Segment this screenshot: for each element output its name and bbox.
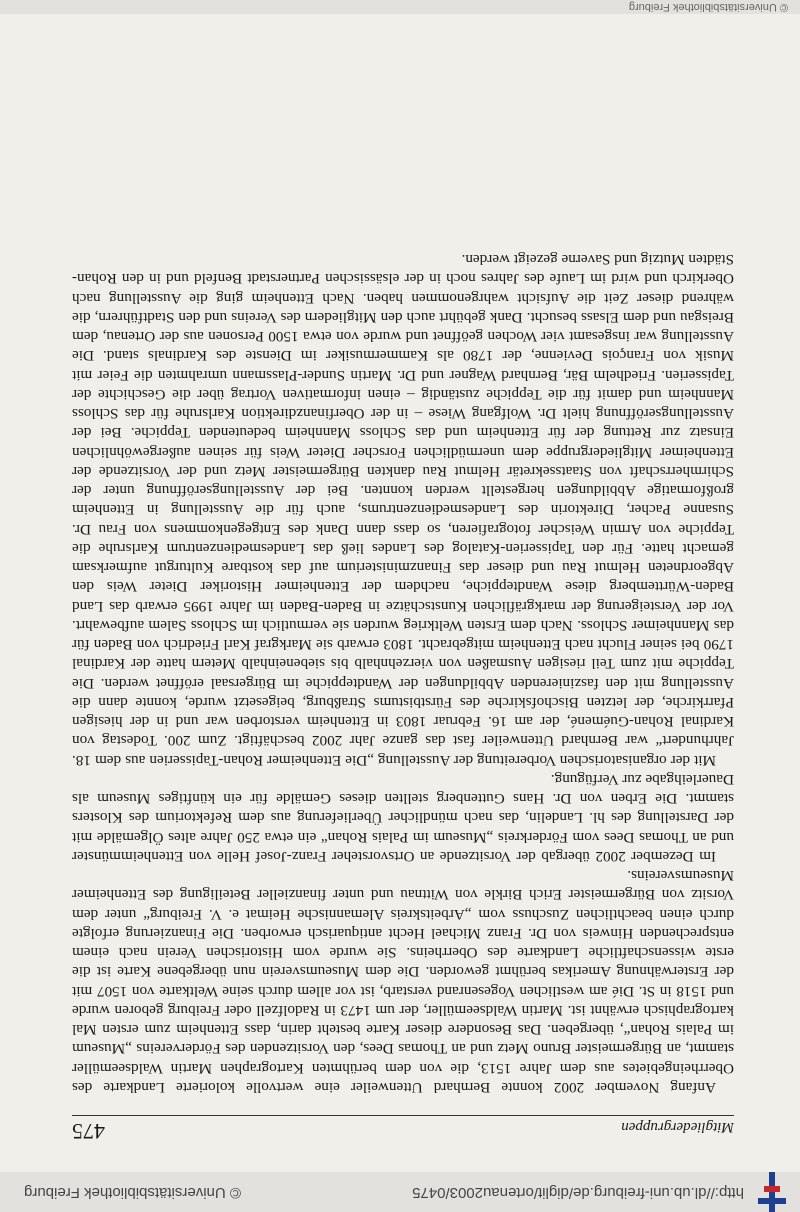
source-url[interactable]: http://dl.ub.uni-freiburg.de/diglit/ortenau2003/0475 xyxy=(412,1184,744,1201)
bottom-copyright: © Universitätsbibliothek Freiburg xyxy=(628,1,788,13)
body-text xyxy=(72,250,734,1097)
copyright-notice: © Universitätsbibliothek Freiburg xyxy=(24,1184,241,1201)
section-title: Mitgliedergruppen xyxy=(621,1119,734,1135)
running-header xyxy=(72,1115,734,1142)
viewer-bottom-bar xyxy=(0,0,800,14)
paragraph: Mit der organisatorischen Vorbereitung der Ausstellung „Die Ettenheimer Rohan-Tapisserien aus dem 18. Jahrhundert“ war Bernhard Uttenweiler fast das ganze Jahr 2002 beschäftigt. Zum 200. Todestag von Kardinal Rohan-Guémené, der am 16. Februar 1803 in Ettenheim verstorben war und in der hiesigen Pfarrkirche, der letzten Bischofskirche des Fürstbistums Straßburg, beigesetzt wurde, konnte dann die Ausstellung mit den faszinierenden Abbildungen der Wandteppiche im Bürgersaal eröffnet werden. Die Teppiche mit zum Teil riesigen Ausmaßen von vierzehnhalb bis siebeneinhalb Metern hatte der Kardinal 1790 bei seiner Flucht nach Ettenheim mitgebracht. 1803 erwarb sie Markgraf Karl Friedrich von Baden für das Mannheimer Schloss. Nach dem Ersten Weltkrieg wurden sie vermutlich im Schloss Salem aufbewahrt. Vor der Versteigerung der markgräflichen Kunstschätze in Baden-Baden im Jahre 1995 erwarb das Land Baden-Württemberg diese Wandteppiche, nachdem der Ettenheimer Historiker Dieter Weis den Abgeordneten Helmut Rau und dieser das Finanzministerium auf das kostbare Kulturgut aufmerksam gemacht hatte. Für den Tapisserien-Katalog des Landes ließ das Landesmedienzentrum Karlsruhe die Teppiche von Armin Weischer fotografieren, so dass dann Dank des Entgegenkommens von Frau Dr. Susanne Pacher, Direktorin des Landesmedienzentrums, auch für die Ausstellung in Ettenheim großformatige Abbildungen hergestellt werden konnten. Bei der Ausstellungseröffnung unter der Schirmherrschaft von Staatssekretär Helmut Rau dankten Bürgermeister Metz und der Vorsitzende der Ettenheimer Mitgliedergruppe dem unermüdlichen Forscher Dieter Weis für seinen außergewöhnlichen Einsatz zur Rettung der für Ettenheim und das Schloss Mannheim bedeutenden Teppiche. Bei der Ausstellungseröffnung hielt Dr. Wolfgang Wiese – in der Oberfinanzdirektion Karlsruhe für das Schloss Mannheim und damit für die Teppiche zuständig – einen informativen Vortrag über die Geschichte der Tapisserien. Friedhelm Bär, Bernhard Wagner und Dr. Martin Sunder-Plassmann umrahmten die Feier mit Musik von François Devienne, der 1780 als Kammermusiker im Dienste des Kardinals stand. Die Ausstellung war insgesamt vier Wochen geöffnet und wurde von etwa 1500 Personen aus der Ortenau, dem Breisgau und dem Elsass besucht. Dank gebührt auch den Mitgliedern des Vereins und den Stadtführern, die während dieser Zeit die Aufsicht wahrgenommen haben. Nach Ettenheim ging die Ausstellung nach Oberkirch und wird im Laufe des Jahres noch in der elsässischen Partnerstadt Benfeld und in den Rohan-Städten Mutzig und Saverne gezeigt werden. xyxy=(72,251,734,769)
paragraph: Anfang November 2002 konnte Bernhard Uttenweiler eine wertvolle kolorierte Landkarte des Oberrheingebietes aus dem Jahre 1513, die von dem berühmten Kartographen Martin Waldseemüller stammt, an Bürgermeister Bruno Metz und an Thomas Dees, den Vorsitzenden des Fördervereins „Museum im Palais Rohan“, übergeben. Das Besondere dieser Karte besteht darin, dass Ettenheim zum ersten Mal kartographisch erwähnt ist. Martin Waldseemüller, der um 1473 in Radolfzell oder Freiburg geboren wurde und 1518 in St. Dié am westlichen Vogesenrand verstarb, ist vor allem durch seine Weltkarte von 1507 mit der Ersterwähnung Amerikas berühmt geworden. Die dem Museumsverein nun übergebene Karte ist die erste wissenschaftliche Landkarte des Oberrheins. Sie wurde vom Historischen Verein nach einem entsprechenden Hinweis von Dr. Franz Michael Hecht antiquarisch erworben. Die Finanzierung erfolgte durch einen beachtlichen Zuschuss vom „Arbeitskreis Alemannische Heimat e. V. Freiburg“ unter dem Vorsitz von Bürgermeister Erich Birkle von Wittnau und unter finanzieller Beteiligung des Ettenheimer Museumsvereins. xyxy=(72,867,734,1096)
book-page xyxy=(72,250,734,1142)
viewer-top-bar xyxy=(0,1172,800,1212)
ub-freiburg-logo-icon xyxy=(752,1172,792,1212)
page-number: 475 xyxy=(72,1119,105,1144)
paragraph: Im Dezember 2002 übergab der Vorsitzende an Ortsvorsteher Franz-Josef Helle von Ettenheimmünster und an Thomas Dees vom Förderkreis „Museum im Palais Rohan“ ein etwa 250 Jahre altes Ölgemälde mit der Darstellung des hl. Landelin, das nach mündlicher Überlieferung aus dem Refektorium des Klosters stammt. Die Erben von Dr. Hans Guttenberg stellten dieses Gemälde für ein künftiges Museum als Dauerleihgabe zur Verfügung. xyxy=(72,771,734,865)
